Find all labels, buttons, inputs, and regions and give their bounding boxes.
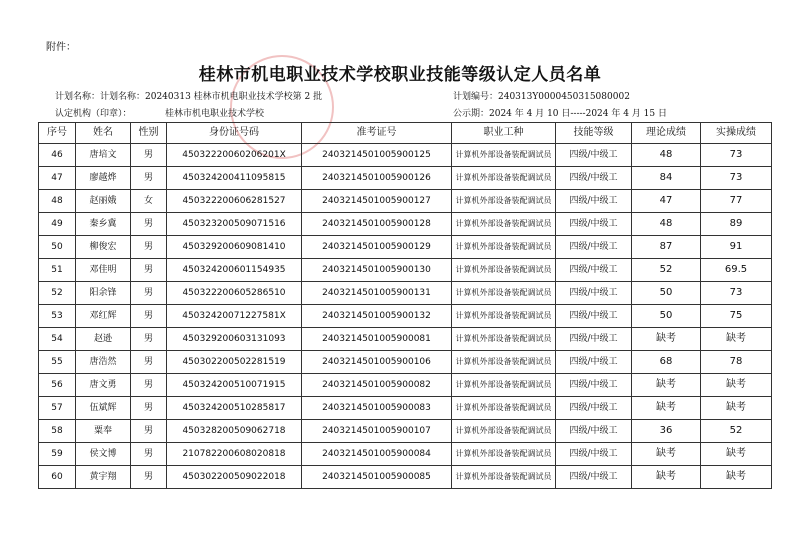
cell-name: 黄宇翔 [76, 466, 131, 489]
cell-no: 56 [39, 374, 76, 397]
table-row [39, 420, 772, 443]
cell-no: 53 [39, 305, 76, 328]
cell-name: 廖越烨 [76, 167, 131, 190]
attachment-label: 附件： [46, 42, 76, 53]
cell-ticket-number: 2403214501005900126 [302, 167, 452, 190]
cell-skill-level: 四级/中级工 [556, 144, 632, 167]
cell-practice-score: 缺考 [701, 397, 772, 420]
col-header-ticket: 准考证号 [302, 123, 452, 144]
cell-practice-score: 73 [701, 144, 772, 167]
roster-table [38, 122, 772, 489]
col-header-gender: 性别 [131, 123, 167, 144]
cell-name: 邓红辉 [76, 305, 131, 328]
cell-theory-score: 50 [632, 305, 701, 328]
cell-theory-score: 52 [632, 259, 701, 282]
cell-occupation: 计算机外部设备装配调试员 [452, 466, 556, 489]
col-header-id: 身份证号码 [167, 123, 302, 144]
cell-id-number: 450324200510285817 [167, 397, 302, 420]
cell-id-number: 450324200510071915 [167, 374, 302, 397]
cell-theory-score: 缺考 [632, 466, 701, 489]
cell-occupation: 计算机外部设备装配调试员 [452, 236, 556, 259]
cell-theory-score: 68 [632, 351, 701, 374]
cell-practice-score: 缺考 [701, 466, 772, 489]
cell-theory-score: 缺考 [632, 397, 701, 420]
cell-no: 52 [39, 282, 76, 305]
cell-ticket-number: 2403214501005900107 [302, 420, 452, 443]
cell-gender: 男 [131, 259, 167, 282]
cell-practice-score: 52 [701, 420, 772, 443]
col-header-work: 职业工种 [452, 123, 556, 144]
cell-name: 唐培文 [76, 144, 131, 167]
cell-ticket-number: 2403214501005900127 [302, 190, 452, 213]
cell-ticket-number: 2403214501005900128 [302, 213, 452, 236]
cell-practice-score: 缺考 [701, 328, 772, 351]
cell-occupation: 计算机外部设备装配调试员 [452, 374, 556, 397]
cell-id-number: 450323200509071516 [167, 213, 302, 236]
cell-name: 柳俊宏 [76, 236, 131, 259]
cell-practice-score: 73 [701, 282, 772, 305]
cell-skill-level: 四级/中级工 [556, 282, 632, 305]
cell-occupation: 计算机外部设备装配调试员 [452, 305, 556, 328]
table-row [39, 282, 772, 305]
cell-ticket-number: 2403214501005900083 [302, 397, 452, 420]
cell-id-number: 450324200411095815 [167, 167, 302, 190]
table-row [39, 167, 772, 190]
cell-practice-score: 75 [701, 305, 772, 328]
cell-occupation: 计算机外部设备装配调试员 [452, 420, 556, 443]
table-row [39, 466, 772, 489]
cell-ticket-number: 2403214501005900085 [302, 466, 452, 489]
table-row [39, 374, 772, 397]
cell-occupation: 计算机外部设备装配调试员 [452, 213, 556, 236]
cell-gender: 女 [131, 190, 167, 213]
cell-gender: 男 [131, 167, 167, 190]
cell-practice-score: 73 [701, 167, 772, 190]
cell-id-number: 450329200603131093 [167, 328, 302, 351]
cell-skill-level: 四级/中级工 [556, 259, 632, 282]
cell-theory-score: 87 [632, 236, 701, 259]
cell-skill-level: 四级/中级工 [556, 305, 632, 328]
table-row [39, 236, 772, 259]
cell-name: 赵丽娥 [76, 190, 131, 213]
cell-theory-score: 48 [632, 144, 701, 167]
cell-no: 49 [39, 213, 76, 236]
cell-skill-level: 四级/中级工 [556, 374, 632, 397]
cell-gender: 男 [131, 374, 167, 397]
cell-skill-level: 四级/中级工 [556, 351, 632, 374]
cell-occupation: 计算机外部设备装配调试员 [452, 328, 556, 351]
cell-practice-score: 89 [701, 213, 772, 236]
cell-theory-score: 84 [632, 167, 701, 190]
cell-gender: 男 [131, 466, 167, 489]
cell-gender: 男 [131, 236, 167, 259]
cell-theory-score: 缺考 [632, 443, 701, 466]
cell-ticket-number: 2403214501005900081 [302, 328, 452, 351]
cell-ticket-number: 2403214501005900125 [302, 144, 452, 167]
cell-id-number: 450329200609081410 [167, 236, 302, 259]
table-row [39, 144, 772, 167]
cell-ticket-number: 2403214501005900132 [302, 305, 452, 328]
plan-name: 计划名称：计划名称：20240313 桂林市机电职业技术学校第 2 批 [55, 92, 323, 102]
cell-theory-score: 50 [632, 282, 701, 305]
cell-no: 58 [39, 420, 76, 443]
cell-id-number: 210782200608020818 [167, 443, 302, 466]
cell-ticket-number: 2403214501005900106 [302, 351, 452, 374]
cell-skill-level: 四级/中级工 [556, 190, 632, 213]
cell-gender: 男 [131, 328, 167, 351]
cell-no: 50 [39, 236, 76, 259]
cell-id-number: 450328200509062718 [167, 420, 302, 443]
cell-theory-score: 缺考 [632, 328, 701, 351]
org-label: 认定机构（印章）： [55, 109, 132, 119]
cell-no: 48 [39, 190, 76, 213]
cell-name: 伍斌辉 [76, 397, 131, 420]
cell-gender: 男 [131, 213, 167, 236]
cell-name: 邓佳明 [76, 259, 131, 282]
cell-occupation: 计算机外部设备装配调试员 [452, 259, 556, 282]
cell-id-number: 450324200601154935 [167, 259, 302, 282]
table-row [39, 397, 772, 420]
cell-no: 54 [39, 328, 76, 351]
cell-id-number: 450302200509022018 [167, 466, 302, 489]
cell-skill-level: 四级/中级工 [556, 397, 632, 420]
cell-skill-level: 四级/中级工 [556, 420, 632, 443]
cell-gender: 男 [131, 397, 167, 420]
cell-id-number: 450302200502281519 [167, 351, 302, 374]
table-header-row [39, 123, 772, 144]
cell-occupation: 计算机外部设备装配调试员 [452, 443, 556, 466]
cell-theory-score: 36 [632, 420, 701, 443]
cell-skill-level: 四级/中级工 [556, 236, 632, 259]
cell-gender: 男 [131, 351, 167, 374]
cell-name: 唐浩然 [76, 351, 131, 374]
cell-id-number: 450322200606281527 [167, 190, 302, 213]
cell-ticket-number: 2403214501005900084 [302, 443, 452, 466]
col-header-practice: 实操成绩 [701, 123, 772, 144]
cell-gender: 男 [131, 144, 167, 167]
cell-no: 57 [39, 397, 76, 420]
cell-name: 秦乡冀 [76, 213, 131, 236]
cell-gender: 男 [131, 443, 167, 466]
cell-name: 粟奉 [76, 420, 131, 443]
cell-gender: 男 [131, 305, 167, 328]
table-body [39, 144, 772, 489]
cell-theory-score: 47 [632, 190, 701, 213]
cell-name: 赵逊 [76, 328, 131, 351]
cell-ticket-number: 2403214501005900131 [302, 282, 452, 305]
cell-skill-level: 四级/中级工 [556, 466, 632, 489]
cell-no: 51 [39, 259, 76, 282]
cell-occupation: 计算机外部设备装配调试员 [452, 144, 556, 167]
cell-practice-score: 78 [701, 351, 772, 374]
cell-occupation: 计算机外部设备装配调试员 [452, 190, 556, 213]
cell-no: 60 [39, 466, 76, 489]
table-row [39, 328, 772, 351]
cell-id-number: 45032220060206201X [167, 144, 302, 167]
cell-practice-score: 69.5 [701, 259, 772, 282]
org-value: 桂林市机电职业技术学校 [165, 109, 265, 119]
cell-ticket-number: 2403214501005900129 [302, 236, 452, 259]
cell-gender: 男 [131, 420, 167, 443]
table-row [39, 305, 772, 328]
cell-ticket-number: 2403214501005900082 [302, 374, 452, 397]
cell-practice-score: 缺考 [701, 374, 772, 397]
cell-practice-score: 77 [701, 190, 772, 213]
cell-occupation: 计算机外部设备装配调试员 [452, 167, 556, 190]
col-header-theory: 理论成绩 [632, 123, 701, 144]
document-title: 桂林市机电职业技术学校职业技能等级认定人员名单 [198, 65, 602, 85]
table-row [39, 213, 772, 236]
table-row [39, 443, 772, 466]
table-row [39, 190, 772, 213]
cell-skill-level: 四级/中级工 [556, 167, 632, 190]
col-header-level: 技能等级 [556, 123, 632, 144]
cell-skill-level: 四级/中级工 [556, 443, 632, 466]
cell-no: 46 [39, 144, 76, 167]
cell-gender: 男 [131, 282, 167, 305]
col-header-name: 姓名 [76, 123, 131, 144]
cell-ticket-number: 2403214501005900130 [302, 259, 452, 282]
cell-practice-score: 缺考 [701, 443, 772, 466]
cell-id-number: 45032420071227581X [167, 305, 302, 328]
table-row [39, 351, 772, 374]
table-row [39, 259, 772, 282]
cell-no: 47 [39, 167, 76, 190]
publicity-period: 公示期：2024 年 4 月 10 日-----2024 年 4 月 15 日 [453, 109, 667, 119]
cell-occupation: 计算机外部设备装配调试员 [452, 397, 556, 420]
cell-theory-score: 缺考 [632, 374, 701, 397]
cell-skill-level: 四级/中级工 [556, 213, 632, 236]
cell-name: 阳余锋 [76, 282, 131, 305]
cell-name: 唐文勇 [76, 374, 131, 397]
cell-occupation: 计算机外部设备装配调试员 [452, 282, 556, 305]
cell-name: 侯文博 [76, 443, 131, 466]
plan-number: 计划编号：240313Y0000450315080002 [453, 92, 630, 102]
cell-theory-score: 48 [632, 213, 701, 236]
cell-no: 59 [39, 443, 76, 466]
cell-practice-score: 91 [701, 236, 772, 259]
cell-id-number: 450322200605286510 [167, 282, 302, 305]
col-header-no: 序号 [39, 123, 76, 144]
cell-occupation: 计算机外部设备装配调试员 [452, 351, 556, 374]
cell-no: 55 [39, 351, 76, 374]
cell-skill-level: 四级/中级工 [556, 328, 632, 351]
